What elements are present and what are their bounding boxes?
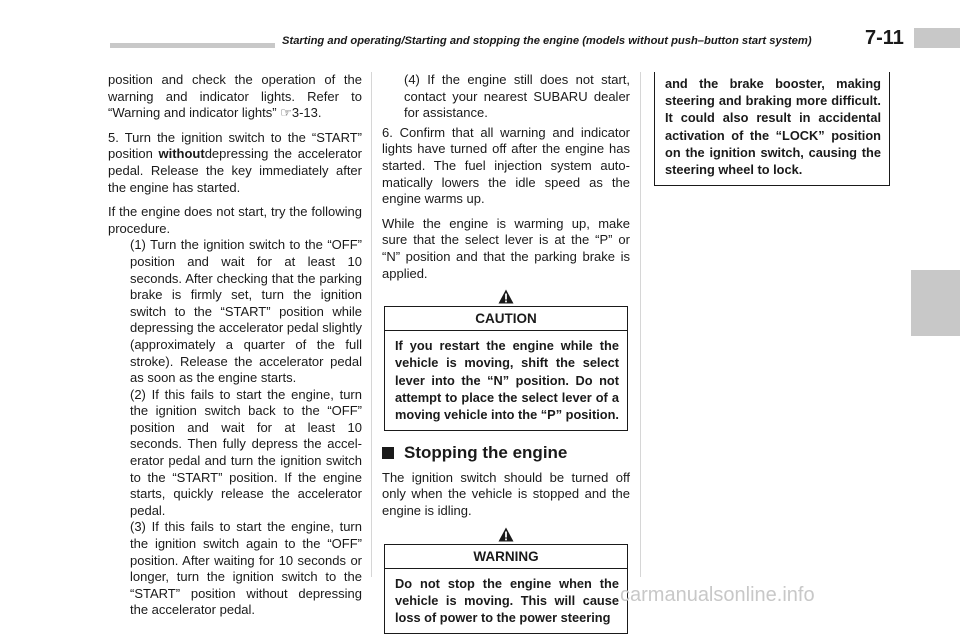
column-right — [652, 72, 892, 186]
text-run: depressing the accelerator pedal. Release the key immediately after the engine has started. — [108, 146, 363, 195]
watermark: carmanualsonline.info — [620, 584, 815, 606]
paragraph: position and check the operation of the warning and indicator lights. Refer to “Warning and indicator lights” ☞3-13. — [108, 72, 362, 121]
paragraph: While the engine is warming up, make sure that the select lever is at the “P” or “N” position and that the parking brake is applied. — [382, 215, 630, 281]
procedure-step: (2) If this fails to start the engine, turn the ignition switch back to the “OFF” position and wait for at least 10 seconds. Then fully depress the accelerator pedal and turn the ignition switch to the “START” position. If the engine starts, quickly release the accelerator pedal. — [130, 386, 362, 518]
warning-box — [384, 544, 628, 634]
procedure-step: (3) If this fails to start the engine, turn the ignition switch again to the “OFF” position. After waiting for 10 seconds or longer, turn the ignition switch to the “START” position without depressing the accelerator pedal. — [130, 519, 362, 618]
chapter-side-tab — [911, 270, 960, 336]
procedure-step: (1) Turn the ignition switch to the “OFF” position and wait for at least 10 seconds. After checking that the parking brake is firmly set, turn the ignition switch to the “START” position while depressing the accelerator pedal slightly (approximately a quarter of the full stroke). Release the accelerator pedal as soon as the engine starts. — [130, 237, 362, 386]
warning-box-continued — [654, 72, 890, 186]
procedure-step: (4) If the engine still does not start, contact your nearest SUBARU dealer for assistance. — [404, 72, 630, 121]
caution-box — [384, 306, 628, 431]
section-heading — [382, 445, 630, 462]
column-divider — [640, 72, 641, 577]
paragraph: If the engine does not start, try the following procedure. — [108, 204, 362, 236]
warning-label: WARNING — [473, 548, 539, 564]
caution-text: If you restart the engine while the vehicle is moving, shift the select lever into the “N” position. Do not attempt to place the select lever of a moving vehicle into the “P” position. — [395, 338, 619, 422]
column-middle — [382, 72, 630, 634]
paragraph-step-5 — [108, 130, 362, 196]
running-header-title: Starting and operating/Starting and stopping the engine (models without push–button start system) — [282, 35, 812, 47]
header-tab — [914, 28, 960, 48]
caution-label: CAUTION — [475, 311, 537, 327]
emphasis-text: without — [158, 146, 205, 162]
warning-triangle-icon — [498, 289, 514, 304]
caution-header — [385, 307, 627, 331]
text-run: 5. Turn the ignition switch to the “START” position — [108, 129, 362, 162]
column-left — [108, 72, 362, 619]
warning-text: Do not stop the engine when the vehicle is moving. This will cause loss of power to the power steering — [395, 575, 619, 625]
warning-triangle-icon — [498, 527, 514, 542]
section-title: Stopping the engine — [404, 443, 568, 463]
column-divider — [371, 72, 372, 577]
paragraph: The ignition switch should be turned off only when the vehicle is stopped and the engine is idling. — [382, 469, 630, 518]
page-number: 7-11 — [865, 27, 904, 49]
warning-text-continued: and the brake booster, making steering and braking more difficult. It could also result in accidental activation of the “LOCK” position on the ignition switch, causing the steering wheel to lock. — [665, 76, 881, 178]
black-square-icon — [382, 447, 394, 459]
paragraph-step-6: 6. Confirm that all warning and indicator lights have turned off after the engine has started. The fuel injection system automatically lowers the idle speed as the engine warms up. — [382, 124, 630, 207]
header-rule — [110, 43, 275, 48]
warning-header — [385, 545, 627, 569]
